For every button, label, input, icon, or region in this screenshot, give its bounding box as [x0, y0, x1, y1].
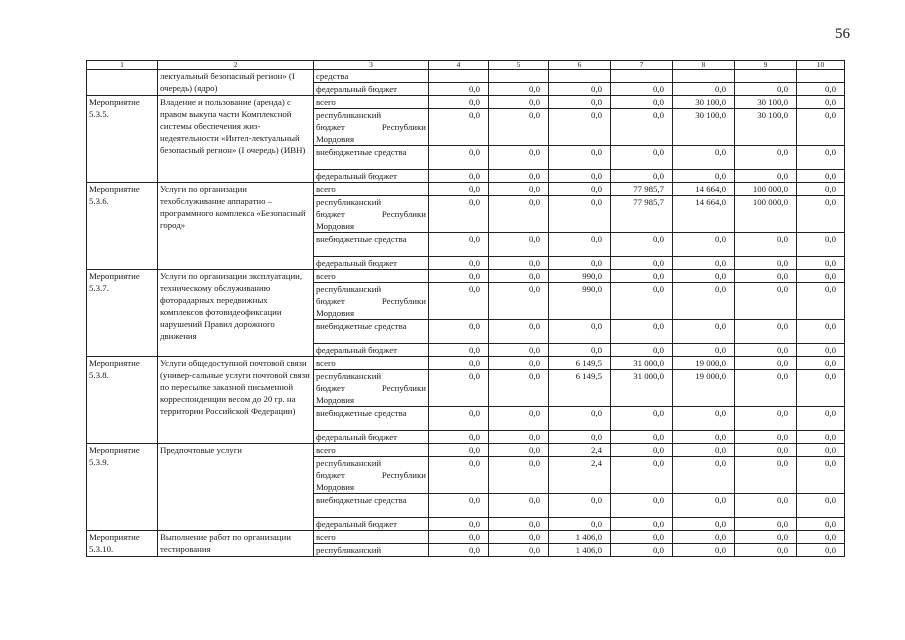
value-cell: 0,0 [673, 457, 735, 494]
value-cell: 0,0 [611, 257, 673, 270]
source-cell: республиканский бюджет Республики Мордовия [314, 457, 429, 494]
value-cell: 0,0 [611, 109, 673, 146]
value-cell: 0,0 [611, 320, 673, 344]
value-cell: 0,0 [429, 344, 489, 357]
value-cell: 0,0 [735, 270, 797, 283]
activity-code-cell: Мероприятие 5.3.10. [87, 531, 158, 557]
source-cell: федеральный бюджет [314, 83, 429, 96]
value-cell [673, 70, 735, 83]
value-cell: 990,0 [549, 283, 611, 320]
value-cell: 30 100,0 [673, 96, 735, 109]
value-cell [797, 70, 845, 83]
value-cell: 0,0 [673, 544, 735, 557]
source-cell: средства [314, 70, 429, 83]
value-cell: 0,0 [797, 357, 845, 370]
value-cell: 0,0 [489, 494, 549, 518]
value-cell: 0,0 [735, 83, 797, 96]
value-cell: 77 985,7 [611, 183, 673, 196]
value-cell: 19 000,0 [673, 357, 735, 370]
table-row [87, 357, 845, 370]
activity-name-cell: лектуальный безопасный регион» (I очередь) (ядро) [158, 70, 314, 96]
value-cell: 0,0 [489, 518, 549, 531]
value-cell: 0,0 [611, 407, 673, 431]
value-cell: 0,0 [797, 494, 845, 518]
activity-code-cell: Мероприятие 5.3.8. [87, 357, 158, 444]
value-cell: 0,0 [429, 518, 489, 531]
source-cell: всего [314, 183, 429, 196]
value-cell: 0,0 [735, 457, 797, 494]
value-cell: 0,0 [611, 457, 673, 494]
value-cell: 100 000,0 [735, 183, 797, 196]
value-cell: 0,0 [489, 283, 549, 320]
value-cell: 0,0 [735, 531, 797, 544]
value-cell: 0,0 [489, 320, 549, 344]
source-cell: республиканский бюджет Республики Мордовия [314, 283, 429, 320]
value-cell: 0,0 [611, 494, 673, 518]
value-cell: 0,0 [673, 320, 735, 344]
value-cell: 0,0 [489, 146, 549, 170]
value-cell: 0,0 [549, 431, 611, 444]
value-cell: 0,0 [611, 270, 673, 283]
value-cell: 0,0 [429, 320, 489, 344]
value-cell: 2,4 [549, 457, 611, 494]
value-cell: 0,0 [797, 96, 845, 109]
value-cell: 0,0 [429, 146, 489, 170]
value-cell: 0,0 [735, 257, 797, 270]
value-cell [549, 70, 611, 83]
activity-code-cell: Мероприятие 5.3.5. [87, 96, 158, 183]
value-cell: 0,0 [429, 370, 489, 407]
value-cell: 0,0 [549, 196, 611, 233]
value-cell: 0,0 [611, 544, 673, 557]
value-cell [489, 70, 549, 83]
value-cell: 0,0 [611, 146, 673, 170]
value-cell: 0,0 [429, 431, 489, 444]
value-cell: 0,0 [797, 344, 845, 357]
value-cell: 0,0 [673, 344, 735, 357]
header-row [87, 61, 845, 70]
value-cell: 6 149,5 [549, 357, 611, 370]
value-cell: 0,0 [611, 233, 673, 257]
value-cell: 0,0 [797, 407, 845, 431]
value-cell: 0,0 [797, 109, 845, 146]
value-cell: 0,0 [735, 170, 797, 183]
value-cell: 0,0 [735, 518, 797, 531]
value-cell: 0,0 [797, 518, 845, 531]
value-cell: 0,0 [429, 233, 489, 257]
column-number: 8 [673, 61, 735, 70]
value-cell: 0,0 [611, 96, 673, 109]
value-cell: 0,0 [489, 183, 549, 196]
value-cell [611, 70, 673, 83]
budget-table [86, 60, 845, 557]
value-cell: 0,0 [673, 283, 735, 320]
activity-name-cell: Услуги по организации техобслуживание аппаратно – программного комплекса «Безопасный город» [158, 183, 314, 270]
value-cell: 990,0 [549, 270, 611, 283]
value-cell: 0,0 [429, 357, 489, 370]
value-cell: 0,0 [429, 96, 489, 109]
value-cell: 0,0 [429, 83, 489, 96]
table-row [87, 183, 845, 196]
value-cell: 0,0 [489, 109, 549, 146]
value-cell: 0,0 [429, 494, 489, 518]
value-cell: 0,0 [735, 146, 797, 170]
source-cell: федеральный бюджет [314, 257, 429, 270]
value-cell: 0,0 [489, 544, 549, 557]
value-cell: 0,0 [797, 270, 845, 283]
value-cell: 0,0 [611, 431, 673, 444]
value-cell: 0,0 [549, 233, 611, 257]
value-cell: 0,0 [797, 283, 845, 320]
table-row [87, 70, 845, 83]
column-number: 4 [429, 61, 489, 70]
value-cell: 0,0 [429, 444, 489, 457]
source-cell: республиканский бюджет Республики Мордовия [314, 109, 429, 146]
source-cell: внебюджетные средства [314, 233, 429, 257]
column-number: 5 [489, 61, 549, 70]
value-cell [429, 70, 489, 83]
value-cell: 0,0 [611, 170, 673, 183]
activity-name-cell: Услуги по организации эксплуатации, техническому обслуживанию фоторадарных передвижных комплексов фотовидеофиксации нарушений Правил дорожного движения [158, 270, 314, 357]
value-cell: 31 000,0 [611, 357, 673, 370]
value-cell: 0,0 [429, 109, 489, 146]
value-cell: 0,0 [489, 170, 549, 183]
value-cell: 0,0 [797, 431, 845, 444]
value-cell: 0,0 [673, 170, 735, 183]
page-number: 56 [835, 26, 850, 42]
activity-name-cell: Выполнение работ по организации тестирования [158, 531, 314, 557]
source-cell: федеральный бюджет [314, 344, 429, 357]
value-cell: 0,0 [549, 344, 611, 357]
value-cell: 0,0 [549, 146, 611, 170]
activity-name-cell: Услуги общедоступной почтовой связи (универ-сальные услуги почтовой связи по пересылке заказной письменной корреспонденции весом до 20 гр. на территории Российской Федерации) [158, 357, 314, 444]
value-cell: 0,0 [549, 83, 611, 96]
value-cell: 0,0 [797, 257, 845, 270]
value-cell: 0,0 [611, 283, 673, 320]
source-cell: всего [314, 531, 429, 544]
value-cell: 0,0 [735, 344, 797, 357]
table-row [87, 531, 845, 544]
source-cell: внебюджетные средства [314, 407, 429, 431]
value-cell: 0,0 [429, 196, 489, 233]
activity-name-cell: Владение и пользование (аренда) с правом выкупа части Комплексной системы обеспечения жиз-недеятельности «Интел-лектуальный безопасный регион» (I очередь) (ИВН) [158, 96, 314, 183]
value-cell: 0,0 [489, 431, 549, 444]
value-cell: 0,0 [489, 96, 549, 109]
value-cell: 0,0 [489, 457, 549, 494]
value-cell: 2,4 [549, 444, 611, 457]
value-cell: 0,0 [429, 183, 489, 196]
table-row [87, 270, 845, 283]
value-cell: 30 100,0 [735, 109, 797, 146]
value-cell: 0,0 [797, 444, 845, 457]
value-cell: 0,0 [489, 257, 549, 270]
activity-code-cell: Мероприятие 5.3.7. [87, 270, 158, 357]
value-cell: 0,0 [489, 531, 549, 544]
value-cell: 77 985,7 [611, 196, 673, 233]
value-cell: 0,0 [797, 531, 845, 544]
source-cell: всего [314, 96, 429, 109]
value-cell: 0,0 [429, 270, 489, 283]
value-cell: 0,0 [673, 518, 735, 531]
value-cell: 0,0 [797, 233, 845, 257]
code-cell [87, 70, 158, 96]
value-cell: 0,0 [673, 531, 735, 544]
value-cell: 0,0 [673, 257, 735, 270]
value-cell: 0,0 [611, 444, 673, 457]
value-cell: 0,0 [735, 370, 797, 407]
column-number: 2 [158, 61, 314, 70]
value-cell: 0,0 [549, 518, 611, 531]
value-cell: 0,0 [549, 494, 611, 518]
value-cell: 0,0 [489, 407, 549, 431]
value-cell: 0,0 [797, 170, 845, 183]
value-cell: 31 000,0 [611, 370, 673, 407]
value-cell: 0,0 [735, 357, 797, 370]
value-cell: 0,0 [489, 444, 549, 457]
value-cell: 30 100,0 [735, 96, 797, 109]
value-cell: 0,0 [735, 544, 797, 557]
value-cell: 0,0 [549, 96, 611, 109]
value-cell: 0,0 [429, 531, 489, 544]
value-cell: 0,0 [489, 233, 549, 257]
value-cell: 14 664,0 [673, 196, 735, 233]
column-number: 10 [797, 61, 845, 70]
value-cell: 0,0 [735, 444, 797, 457]
source-cell: внебюджетные средства [314, 494, 429, 518]
value-cell: 14 664,0 [673, 183, 735, 196]
value-cell: 0,0 [429, 457, 489, 494]
value-cell: 0,0 [549, 183, 611, 196]
source-cell: федеральный бюджет [314, 170, 429, 183]
value-cell: 1 406,0 [549, 544, 611, 557]
value-cell: 0,0 [797, 544, 845, 557]
value-cell: 0,0 [673, 270, 735, 283]
source-cell: республиканский бюджет Республики Мордовия [314, 370, 429, 407]
value-cell: 1 406,0 [549, 531, 611, 544]
value-cell: 0,0 [673, 494, 735, 518]
source-cell: республиканский бюджет Республики Мордовия [314, 196, 429, 233]
column-number: 1 [87, 61, 158, 70]
value-cell: 0,0 [489, 196, 549, 233]
value-cell: 0,0 [673, 233, 735, 257]
value-cell: 0,0 [797, 196, 845, 233]
value-cell: 0,0 [429, 170, 489, 183]
value-cell: 0,0 [797, 83, 845, 96]
column-number: 3 [314, 61, 429, 70]
value-cell: 0,0 [429, 283, 489, 320]
value-cell: 19 000,0 [673, 370, 735, 407]
source-cell: внебюджетные средства [314, 146, 429, 170]
value-cell: 0,0 [489, 344, 549, 357]
value-cell: 0,0 [797, 457, 845, 494]
value-cell: 0,0 [797, 146, 845, 170]
source-cell: федеральный бюджет [314, 518, 429, 531]
value-cell: 0,0 [673, 444, 735, 457]
source-cell: всего [314, 444, 429, 457]
column-number: 9 [735, 61, 797, 70]
value-cell: 0,0 [673, 83, 735, 96]
value-cell: 0,0 [735, 431, 797, 444]
value-cell: 0,0 [735, 407, 797, 431]
source-cell: федеральный бюджет [314, 431, 429, 444]
value-cell: 0,0 [549, 109, 611, 146]
value-cell: 0,0 [429, 257, 489, 270]
value-cell: 0,0 [549, 170, 611, 183]
column-number: 6 [549, 61, 611, 70]
source-cell: всего [314, 357, 429, 370]
column-number: 7 [611, 61, 673, 70]
activity-name-cell: Предпочтовые услуги [158, 444, 314, 531]
value-cell: 0,0 [611, 518, 673, 531]
value-cell: 0,0 [611, 531, 673, 544]
value-cell: 0,0 [797, 320, 845, 344]
value-cell: 100 000,0 [735, 196, 797, 233]
value-cell: 0,0 [489, 370, 549, 407]
value-cell: 0,0 [797, 370, 845, 407]
value-cell: 0,0 [489, 270, 549, 283]
table-row [87, 96, 845, 109]
activity-code-cell: Мероприятие 5.3.9. [87, 444, 158, 531]
source-cell: всего [314, 270, 429, 283]
value-cell: 0,0 [797, 183, 845, 196]
value-cell: 0,0 [429, 544, 489, 557]
value-cell: 0,0 [735, 320, 797, 344]
value-cell: 6 149,5 [549, 370, 611, 407]
value-cell: 30 100,0 [673, 109, 735, 146]
value-cell: 0,0 [549, 407, 611, 431]
table-row [87, 444, 845, 457]
value-cell: 0,0 [673, 146, 735, 170]
source-cell: республиканский [314, 544, 429, 557]
activity-code-cell: Мероприятие 5.3.6. [87, 183, 158, 270]
value-cell: 0,0 [735, 233, 797, 257]
value-cell: 0,0 [611, 83, 673, 96]
value-cell: 0,0 [735, 494, 797, 518]
value-cell: 0,0 [673, 431, 735, 444]
value-cell: 0,0 [549, 257, 611, 270]
value-cell: 0,0 [489, 83, 549, 96]
value-cell: 0,0 [489, 357, 549, 370]
value-cell: 0,0 [673, 407, 735, 431]
value-cell: 0,0 [429, 407, 489, 431]
value-cell: 0,0 [735, 283, 797, 320]
value-cell: 0,0 [611, 344, 673, 357]
source-cell: внебюджетные средства [314, 320, 429, 344]
value-cell: 0,0 [549, 320, 611, 344]
value-cell [735, 70, 797, 83]
